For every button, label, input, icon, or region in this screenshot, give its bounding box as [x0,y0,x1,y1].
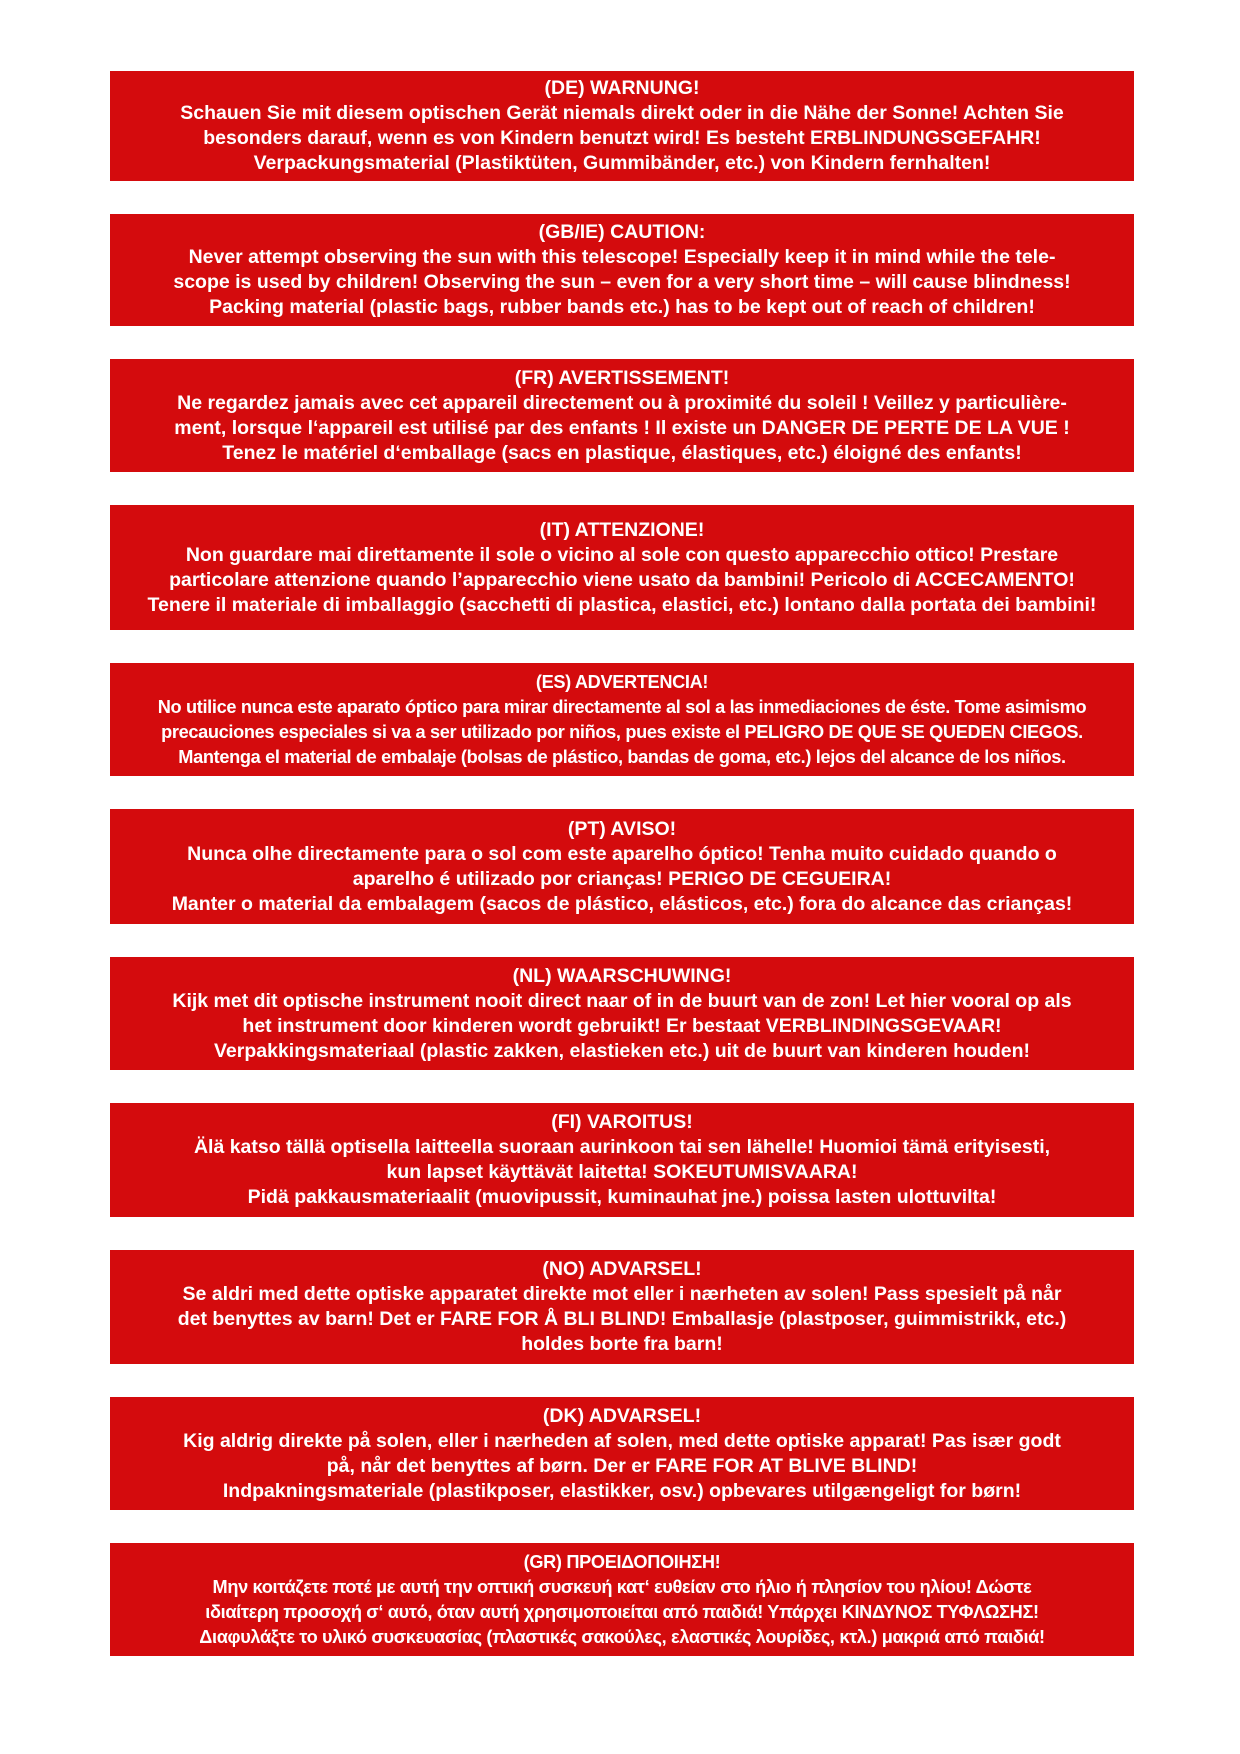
warning-text-line: kun lapset käyttävät laitetta! SOKEUTUMISVAARA! [386,1161,858,1183]
warning-box-de [110,71,1134,181]
warning-box-gr [110,1543,1134,1656]
warning-text-line: Μην κοιτάζετε ποτέ με αυτή την οπτική συσκευή κατ‘ ευθείαν στο ήλιο ή πλησίον του ηλίου! Δώστε [212,1576,1032,1597]
warning-title: (FI) VAROITUS! [551,1111,693,1133]
warning-text-line: Schauen Sie mit diesem optischen Gerät niemals direkt oder in die Nähe der Sonne! Achten Sie [180,102,1064,124]
warning-title: (DK) ADVARSEL! [542,1404,702,1427]
warning-title: (GB/IE) CAUTION: [538,221,706,243]
warning-box-pt [110,809,1134,924]
warning-title: (DE) WARNUNG! [544,77,700,99]
warning-text-line: ιδιαίτερη προσοχή σ‘ αυτό, όταν αυτή χρησιμοποιείται από παιδιά! Υπάρχει ΚΙΝΔΥΝΟΣ ΤΥΦΛΩΣΗΣ! [205,1601,1039,1622]
warning-text-line: Διαφυλάξτε το υλικό συσκευασίας (πλαστικές σακούλες, ελαστικές λουρίδες, κτλ.) μακριά από παιδιά! [199,1626,1045,1647]
warning-title: (NO) ADVARSEL! [542,1258,702,1280]
warning-text-line: particolare attenzione quando l’apparecchio viene usato da bambini! Pericolo di ACCECAMENTO! [169,568,1075,591]
warning-text-line: Kijk met dit optische instrument nooit direct naar of in de buurt van de zon! Let hier vooral op als [172,989,1072,1012]
warning-text-line: Verpackungsmaterial (Plastiktüten, Gummibänder, etc.) von Kindern fernhalten! [253,152,991,174]
warning-text-line: scope is used by children! Observing the sun – even for a very short time – will cause blindness! [173,271,1071,293]
warning-text-line: aparelho é utilizado por crianças! PERIGO DE CEGUEIRA! [352,867,892,890]
warning-title: (GR) ΠΡΟΕΙΔΟΠΟΙΗΣΗ! [523,1551,721,1572]
warning-text-line: Manter o material da embalagem (sacos de plástico, elásticos, etc.) fora do alcance das crianças! [171,892,1073,915]
warning-text-line: Indpakningsmateriale (plastikposer, elastikker, osv.) opbevares utilgængeligt for børn! [222,1479,1022,1502]
warning-title: (IT) ATTENZIONE! [539,518,705,541]
warning-title: (PT) AVISO! [567,817,677,840]
warning-title: (FR) AVERTISSEMENT! [514,366,730,389]
warning-text-line: Kig aldrig direkte på solen, eller i nærheden af solen, med dette optiske apparat! Pas især godt [183,1429,1061,1452]
warning-text-line: ment, lorsque l‘appareil est utilisé par des enfants ! Il existe un DANGER DE PERTE DE LA VUE ! [174,416,1070,439]
warning-text-line: holdes borte fra barn! [521,1333,723,1355]
warning-title: (NL) WAARSCHUWING! [512,964,732,987]
warning-text-line: Mantenga el material de embalaje (bolsas de plástico, bandas de goma, etc.) lejos del alcance de los niños. [178,746,1066,767]
warning-text-line: Ne regardez jamais avec cet appareil directement ou à proximité du soleil ! Veillez y particulière- [177,391,1067,414]
warning-box-gb [110,214,1134,326]
warning-text-line: Nunca olhe directamente para o sol com este aparelho óptico! Tenha muito cuidado quando o [187,842,1057,865]
warning-text-line: Non guardare mai direttamente il sole o vicino al sole con questo apparecchio ottico! Prestare [185,543,1059,566]
warning-text-line: Verpakkingsmateriaal (plastic zakken, elastieken etc.) uit de buurt van kinderen houden! [213,1039,1030,1062]
warning-text-line: besonders darauf, wenn es von Kindern benutzt wird! Es besteht ERBLINDUNGSGEFAHR! [203,127,1041,149]
warning-box-no [110,1250,1134,1364]
warning-title: (ES) ADVERTENCIA! [535,671,709,692]
warning-text-line: het instrument door kinderen wordt gebruikt! Er bestaat VERBLINDINGSGEVAAR! [242,1014,1002,1037]
warning-text-line: Älä katso tällä optisella laitteella suoraan aurinkoon tai sen lähelle! Huomioi tämä erityisesti, [193,1136,1051,1158]
warning-text-line: No utilice nunca este aparato óptico para mirar directamente al sol a las inmediaciones de éste. Tome asimismo [157,696,1087,717]
warning-text-line: precauciones especiales si va a ser utilizado por niños, pues existe el PELIGRO DE QUE SE QUEDEN CIEGOS. [161,721,1083,742]
warning-box-dk [110,1397,1134,1510]
warning-box-es [110,663,1134,776]
warning-text-line: Tenez le matériel d‘emballage (sacs en plastique, élastiques, etc.) éloigné des enfants! [222,441,1022,464]
warning-box-nl [110,957,1134,1070]
warning-text-line: Tenere il materiale di imballaggio (sacchetti di plastica, elastici, etc.) lontano dalla portata dei bambini! [147,593,1097,616]
warning-box-fi [110,1103,1134,1217]
warning-text-line: Pidä pakkausmateriaalit (muovipussit, kuminauhat jne.) poissa lasten ulottuvilta! [247,1186,997,1208]
warning-text-line: Se aldri med dette optiske apparatet direkte mot eller i nærheten av solen! Pass spesielt på når [182,1283,1062,1305]
warning-text-line: Packing material (plastic bags, rubber bands etc.) has to be kept out of reach of children! [209,296,1035,318]
warning-text-line: Never attempt observing the sun with this telescope! Especially keep it in mind while the tele- [188,246,1056,268]
warning-box-fr [110,359,1134,472]
warning-box-it [110,505,1134,630]
warning-text-line: det benyttes av barn! Det er FARE FOR Å BLI BLIND! Emballasje (plastposer, guimmistrikk, etc.) [177,1308,1067,1330]
warning-text-line: på, når det benyttes af børn. Der er FARE FOR AT BLIVE BLIND! [326,1454,918,1477]
